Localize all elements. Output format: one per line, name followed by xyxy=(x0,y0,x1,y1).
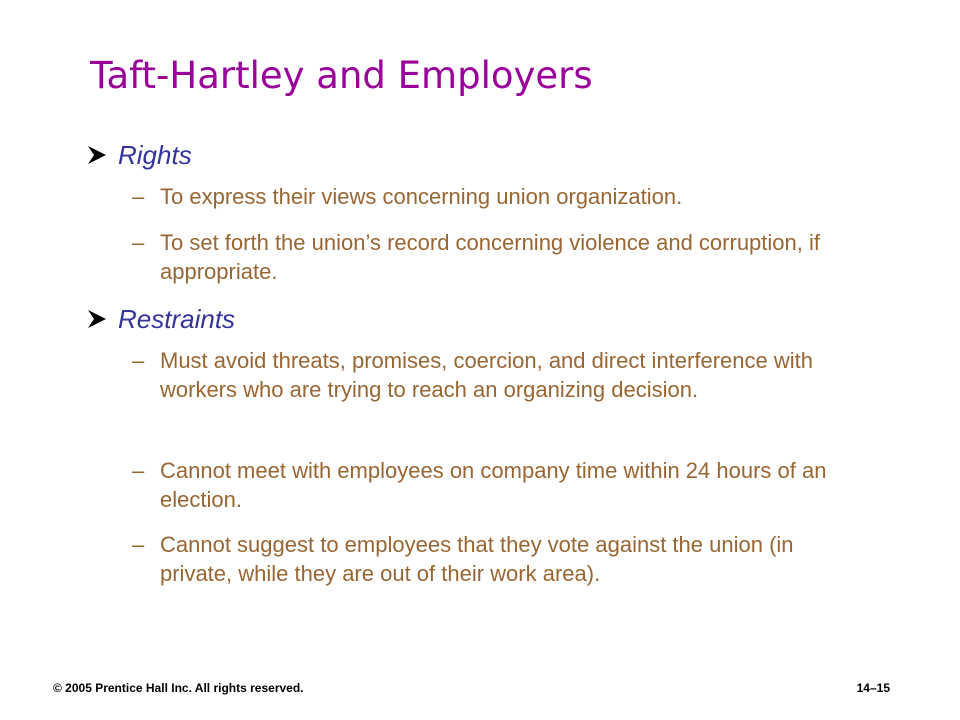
dash-marker: – xyxy=(132,348,145,373)
bullet-label-rights: Rights xyxy=(118,140,192,170)
arrow-bullet-icon xyxy=(87,308,107,330)
sub-item xyxy=(132,530,852,588)
dash-marker: – xyxy=(132,532,145,557)
dash-marker: – xyxy=(132,458,145,483)
dash-marker: – xyxy=(132,230,145,255)
arrow-bullet-icon xyxy=(87,144,107,166)
sub-item-text: To set forth the union’s record concerning violence and corruption, if appropriate. xyxy=(160,230,820,284)
footer-page-number: 14–15 xyxy=(856,681,890,695)
sub-item xyxy=(132,228,852,286)
footer-copyright: © 2005 Prentice Hall Inc. All rights reserved. xyxy=(53,681,304,695)
sub-item xyxy=(132,182,852,211)
dash-marker: – xyxy=(132,184,145,209)
bullet-label-restraints: Restraints xyxy=(118,304,236,334)
sub-item xyxy=(132,456,852,514)
sub-item xyxy=(132,346,852,404)
slide-title: Taft-Hartley and Employers xyxy=(90,54,593,97)
sub-item-text: To express their views concerning union organization. xyxy=(160,184,683,209)
sub-item-text: Cannot suggest to employees that they vote against the union (in private, while they are out of their work area). xyxy=(160,532,794,586)
sub-item-text: Cannot meet with employees on company time within 24 hours of an election. xyxy=(160,458,827,512)
sub-item-text: Must avoid threats, promises, coercion, and direct interference with workers who are trying to reach an organizing decision. xyxy=(160,348,813,402)
